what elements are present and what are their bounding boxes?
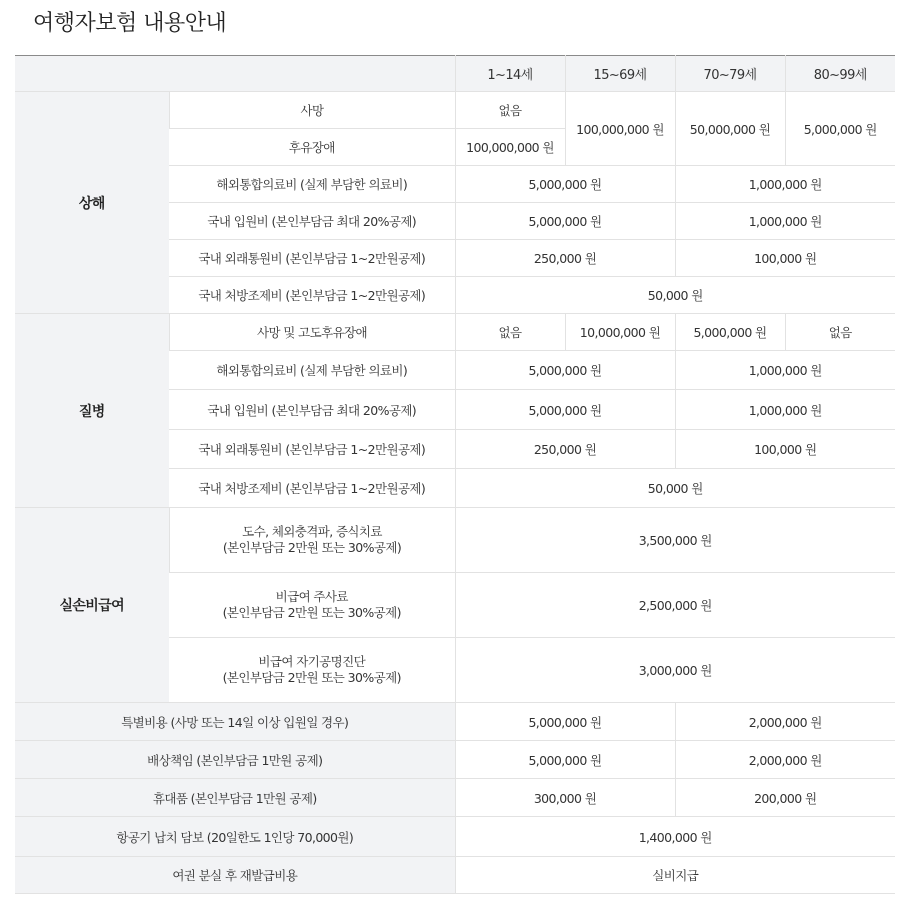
value-disease-death-70-79: 5,000,000 원 [675, 314, 785, 351]
value-disease-inpatient-1: 5,000,000 원 [455, 390, 675, 430]
insurance-coverage-table [15, 55, 895, 894]
value-belongings-2: 200,000 원 [675, 779, 895, 817]
table-row [15, 741, 895, 779]
value-disease-outpatient-2: 100,000 원 [675, 430, 895, 469]
value-noncovered-mri: 3,000,000 원 [455, 638, 895, 703]
value-injury-inpatient-1: 5,000,000 원 [455, 203, 675, 240]
row-label-liability: 배상책임 (본인부담금 1만원 공제) [15, 741, 455, 779]
category-noncovered: 실손비급여 [15, 508, 169, 703]
row-label-special-cost: 특별비용 (사망 또는 14일 이상 입원일 경우) [15, 703, 455, 741]
value-injury-80-99: 5,000,000 원 [785, 92, 895, 166]
table-row [15, 92, 895, 129]
value-injury-prescription: 50,000 원 [455, 277, 895, 314]
category-injury: 상해 [15, 92, 169, 314]
value-disease-overseas-2: 1,000,000 원 [675, 351, 895, 390]
row-label-injury-prescription: 국내 처방조제비 (본인부담금 1~2만원공제) [169, 277, 455, 314]
row-label-noncovered-mri-line2: (본인부담금 2만원 또는 30%공제) [222, 670, 401, 685]
value-special-cost-1: 5,000,000 원 [455, 703, 675, 741]
table-row [15, 779, 895, 817]
value-injury-overseas-2: 1,000,000 원 [675, 166, 895, 203]
table-row [15, 314, 895, 351]
header-age-15-69: 15~69세 [565, 56, 675, 92]
value-injury-70-79: 50,000,000 원 [675, 92, 785, 166]
row-label-noncovered-injection [169, 573, 455, 638]
table-row [15, 508, 895, 573]
value-passport: 실비지급 [455, 857, 895, 894]
value-disease-death-80-99: 없음 [785, 314, 895, 351]
row-label-disease-inpatient: 국내 입원비 (본인부담금 최대 20%공제) [169, 390, 455, 430]
value-disease-overseas-1: 5,000,000 원 [455, 351, 675, 390]
table-row [15, 817, 895, 857]
row-label-disease-overseas: 해외통합의료비 (실제 부담한 의료비) [169, 351, 455, 390]
header-blank-cell [15, 56, 455, 92]
row-label-noncovered-manual-line2: (본인부담금 2만원 또는 30%공제) [222, 540, 402, 555]
value-injury-inpatient-2: 1,000,000 원 [675, 203, 895, 240]
row-label-injury-overseas: 해외통합의료비 (실제 부담한 의료비) [169, 166, 455, 203]
header-age-70-79: 70~79세 [675, 56, 785, 92]
table-row [15, 857, 895, 894]
value-hijack: 1,400,000 원 [455, 817, 895, 857]
row-label-noncovered-manual-line1: 도수, 체외충격파, 증식치료 [242, 524, 382, 539]
row-label-injury-outpatient: 국내 외래통원비 (본인부담금 1~2만원공제) [169, 240, 455, 277]
header-age-80-99: 80~99세 [785, 56, 895, 92]
row-label-noncovered-mri-line1: 비급여 자기공명진단 [258, 654, 366, 669]
row-label-disease-outpatient: 국내 외래통원비 (본인부담금 1~2만원공제) [169, 430, 455, 469]
value-injury-overseas-1: 5,000,000 원 [455, 166, 675, 203]
row-label-noncovered-injection-line1: 비급여 주사료 [275, 589, 348, 604]
category-disease: 질병 [15, 314, 169, 508]
value-belongings-1: 300,000 원 [455, 779, 675, 817]
value-noncovered-injection: 2,500,000 원 [455, 573, 895, 638]
value-disease-death-1-14: 없음 [455, 314, 565, 351]
value-noncovered-manual: 3,500,000 원 [455, 508, 895, 573]
value-disease-outpatient-1: 250,000 원 [455, 430, 675, 469]
value-liability-2: 2,000,000 원 [675, 741, 895, 779]
value-disease-inpatient-2: 1,000,000 원 [675, 390, 895, 430]
row-label-injury-inpatient: 국내 입원비 (본인부담금 최대 20%공제) [169, 203, 455, 240]
row-label-disease-prescription: 국내 처방조제비 (본인부담금 1~2만원공제) [169, 469, 455, 508]
value-injury-death-1-14: 없음 [455, 92, 565, 129]
value-disease-death-15-69: 10,000,000 원 [565, 314, 675, 351]
table-header-row [15, 56, 895, 92]
row-label-noncovered-mri [169, 638, 455, 703]
row-label-injury-death: 사망 [169, 92, 455, 129]
row-label-hijack: 항공기 납치 담보 (20일한도 1인당 70,000원) [15, 817, 455, 857]
page-title: 여행자보험 내용안내 [33, 11, 227, 36]
value-injury-disability-1-14: 100,000,000 원 [455, 129, 565, 166]
row-label-belongings: 휴대품 (본인부담금 1만원 공제) [15, 779, 455, 817]
value-injury-outpatient-1: 250,000 원 [455, 240, 675, 277]
value-disease-prescription: 50,000 원 [455, 469, 895, 508]
row-label-disease-death: 사망 및 고도후유장애 [169, 314, 455, 351]
table-row [15, 703, 895, 741]
row-label-injury-disability: 후유장애 [169, 129, 455, 166]
row-label-passport: 여권 분실 후 재발급비용 [15, 857, 455, 894]
value-injury-outpatient-2: 100,000 원 [675, 240, 895, 277]
value-liability-1: 5,000,000 원 [455, 741, 675, 779]
value-special-cost-2: 2,000,000 원 [675, 703, 895, 741]
value-injury-15-69: 100,000,000 원 [565, 92, 675, 166]
header-age-1-14: 1~14세 [455, 56, 565, 92]
row-label-noncovered-injection-line2: (본인부담금 2만원 또는 30%공제) [222, 605, 401, 620]
row-label-noncovered-manual [169, 508, 455, 573]
